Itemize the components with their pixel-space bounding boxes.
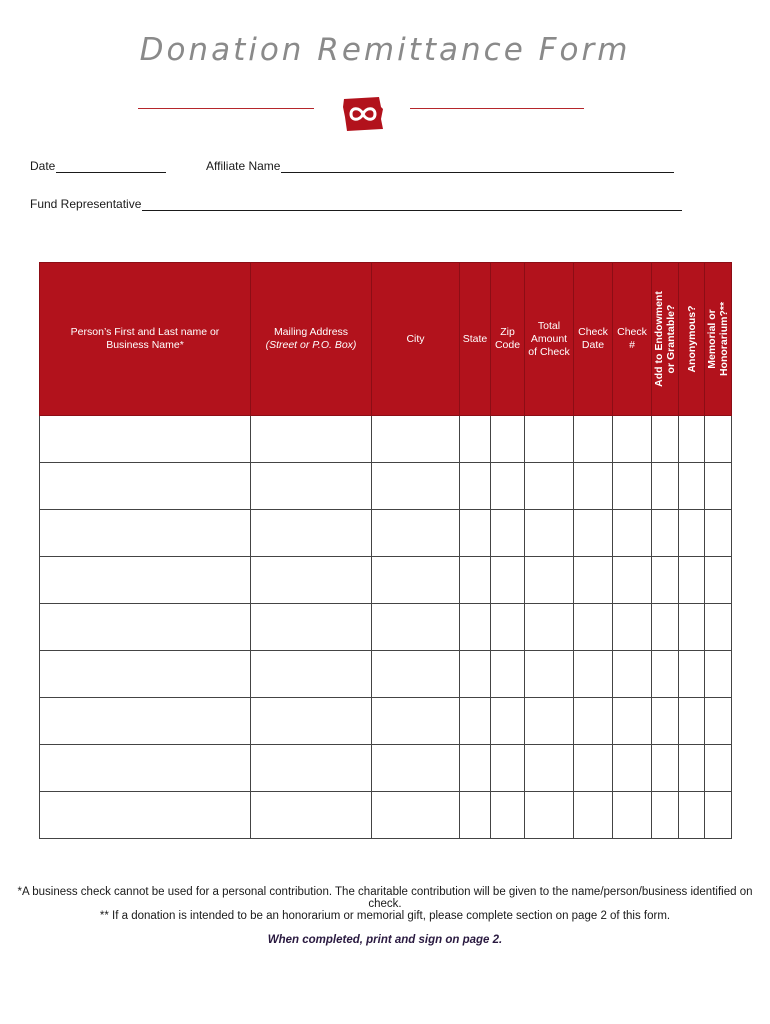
cell-name[interactable]	[40, 557, 251, 604]
cell-zip[interactable]	[491, 651, 525, 698]
cell-address[interactable]	[251, 651, 372, 698]
header-address-text: Mailing Address	[273, 326, 349, 338]
header-amount	[525, 263, 574, 416]
cell-anonymous[interactable]	[679, 604, 705, 651]
cell-amount[interactable]	[525, 604, 574, 651]
cell-anonymous[interactable]	[679, 698, 705, 745]
cell-address[interactable]	[251, 510, 372, 557]
cell-endowment[interactable]	[652, 651, 679, 698]
cell-zip[interactable]	[491, 416, 525, 463]
cell-memorial[interactable]	[705, 510, 732, 557]
cell-name[interactable]	[40, 745, 251, 792]
cell-memorial[interactable]	[705, 604, 732, 651]
table-row	[40, 792, 732, 839]
cell-state[interactable]	[460, 792, 491, 839]
cell-anonymous[interactable]	[679, 745, 705, 792]
cell-endowment[interactable]	[652, 463, 679, 510]
cell-state[interactable]	[460, 698, 491, 745]
fund-representative-field[interactable]	[30, 197, 682, 211]
header-memorial-text: Honorarium?**	[718, 301, 730, 377]
cell-city[interactable]	[372, 698, 460, 745]
fund-representative-blank[interactable]	[142, 198, 682, 211]
cell-endowment[interactable]	[652, 745, 679, 792]
table-row	[40, 463, 732, 510]
cell-memorial[interactable]	[705, 698, 732, 745]
page-title: Donation Remittance Form	[139, 32, 631, 68]
header-check_date	[574, 263, 613, 416]
cell-memorial[interactable]	[705, 651, 732, 698]
header-memorial	[705, 263, 732, 416]
cell-name[interactable]	[40, 792, 251, 839]
table-body	[40, 416, 732, 839]
header-check_no	[613, 263, 652, 416]
cell-check_no[interactable]	[613, 651, 652, 698]
header-check_no-text: Check	[617, 326, 647, 338]
header-amount-text: Amount	[530, 332, 568, 345]
header-zip-text: Code	[494, 339, 521, 351]
cell-amount[interactable]	[525, 510, 574, 557]
header-memorial-text: Memorial or	[706, 309, 718, 369]
cell-check_no[interactable]	[613, 604, 652, 651]
header-address-subtext: (Street or P.O. Box)	[265, 339, 357, 351]
cell-anonymous[interactable]	[679, 463, 705, 510]
table-row	[40, 510, 732, 557]
title-rule-left	[138, 108, 314, 109]
cell-zip[interactable]	[491, 557, 525, 604]
header-amount-text: Total	[537, 319, 561, 332]
date-label: Date	[30, 159, 56, 173]
header-amount-text: of Check	[528, 345, 570, 358]
cell-state[interactable]	[460, 463, 491, 510]
header-zip-text: Zip	[500, 326, 515, 338]
cell-check_date[interactable]	[574, 416, 613, 463]
header-check_date-text: Check	[578, 326, 608, 338]
cell-city[interactable]	[372, 604, 460, 651]
header-address	[251, 263, 372, 416]
date-field[interactable]	[30, 159, 166, 173]
cell-anonymous[interactable]	[679, 416, 705, 463]
cell-check_date[interactable]	[574, 510, 613, 557]
cell-name[interactable]	[40, 416, 251, 463]
table-row	[40, 604, 732, 651]
cell-address[interactable]	[251, 416, 372, 463]
cell-memorial[interactable]	[705, 745, 732, 792]
cell-endowment[interactable]	[652, 698, 679, 745]
cell-amount[interactable]	[525, 792, 574, 839]
header-state	[460, 263, 491, 416]
header-endowment-text: or Grantable?	[665, 304, 677, 374]
cell-memorial[interactable]	[705, 792, 732, 839]
cell-state[interactable]	[460, 557, 491, 604]
business-check-note: *A business check cannot be used for a personal contribution. The charitable contribution will be given to the name/person/business identified on check.	[17, 886, 753, 910]
header-state-text: State	[462, 332, 488, 345]
cell-address[interactable]	[251, 792, 372, 839]
cell-check_date[interactable]	[574, 463, 613, 510]
cell-memorial[interactable]	[705, 557, 732, 604]
cell-anonymous[interactable]	[679, 651, 705, 698]
cell-anonymous[interactable]	[679, 510, 705, 557]
cell-memorial[interactable]	[705, 416, 732, 463]
cell-check_date[interactable]	[574, 604, 613, 651]
infinity-state-icon	[341, 95, 385, 133]
cell-name[interactable]	[40, 604, 251, 651]
cell-check_no[interactable]	[613, 698, 652, 745]
cell-anonymous[interactable]	[679, 557, 705, 604]
cell-state[interactable]	[460, 604, 491, 651]
cell-check_date[interactable]	[574, 651, 613, 698]
cell-address[interactable]	[251, 604, 372, 651]
cell-city[interactable]	[372, 557, 460, 604]
cell-name[interactable]	[40, 510, 251, 557]
cell-state[interactable]	[460, 510, 491, 557]
cell-address[interactable]	[251, 557, 372, 604]
cell-zip[interactable]	[491, 698, 525, 745]
cell-anonymous[interactable]	[679, 792, 705, 839]
cell-check_no[interactable]	[613, 557, 652, 604]
cell-name[interactable]	[40, 463, 251, 510]
cell-endowment[interactable]	[652, 510, 679, 557]
print-sign-note: When completed, print and sign on page 2.	[267, 934, 503, 946]
cell-endowment[interactable]	[652, 416, 679, 463]
cell-state[interactable]	[460, 745, 491, 792]
fund-representative-label: Fund Representative	[30, 197, 142, 211]
cell-zip[interactable]	[491, 463, 525, 510]
cell-check_no[interactable]	[613, 416, 652, 463]
header-name-text: Business Name*	[106, 339, 184, 351]
cell-amount[interactable]	[525, 651, 574, 698]
cell-zip[interactable]	[491, 604, 525, 651]
cell-city[interactable]	[372, 463, 460, 510]
cell-address[interactable]	[251, 745, 372, 792]
cell-address[interactable]	[251, 463, 372, 510]
honorarium-note: ** If a donation is intended to be an honorarium or memorial gift, please complete section on page 2 of this form.	[99, 910, 671, 922]
cell-address[interactable]	[251, 698, 372, 745]
cell-memorial[interactable]	[705, 463, 732, 510]
table-row	[40, 651, 732, 698]
affiliate-name-blank[interactable]	[281, 160, 674, 173]
cell-zip[interactable]	[491, 510, 525, 557]
cell-endowment[interactable]	[652, 557, 679, 604]
header-zip	[491, 263, 525, 416]
affiliate-name-field[interactable]	[206, 159, 674, 173]
cell-amount[interactable]	[525, 745, 574, 792]
header-anonymous-text: Anonymous?	[685, 305, 698, 373]
cell-check_no[interactable]	[613, 510, 652, 557]
table-row	[40, 416, 732, 463]
header-city	[372, 263, 460, 416]
cell-check_date[interactable]	[574, 792, 613, 839]
cell-amount[interactable]	[525, 698, 574, 745]
header-city-text: City	[406, 332, 425, 345]
donation-table	[39, 262, 732, 839]
header-check_date-text: Date	[581, 339, 605, 351]
affiliate-name-label: Affiliate Name	[206, 159, 281, 173]
cell-amount[interactable]	[525, 463, 574, 510]
header-anonymous	[679, 263, 705, 416]
cell-zip[interactable]	[491, 745, 525, 792]
date-blank[interactable]	[56, 160, 166, 173]
cell-state[interactable]	[460, 651, 491, 698]
cell-city[interactable]	[372, 510, 460, 557]
cell-check_date[interactable]	[574, 557, 613, 604]
cell-name[interactable]	[40, 651, 251, 698]
cell-endowment[interactable]	[652, 604, 679, 651]
cell-check_date[interactable]	[574, 745, 613, 792]
cell-amount[interactable]	[525, 416, 574, 463]
header-check_no-text: #	[629, 339, 635, 351]
cell-endowment[interactable]	[652, 792, 679, 839]
header-endowment-text: Add to Endowment	[653, 291, 665, 387]
header-name	[40, 263, 251, 416]
header-name-text: Person’s First and Last name or	[70, 326, 220, 338]
cell-city[interactable]	[372, 416, 460, 463]
cell-name[interactable]	[40, 698, 251, 745]
cell-city[interactable]	[372, 745, 460, 792]
table-row	[40, 745, 732, 792]
cell-amount[interactable]	[525, 557, 574, 604]
table-header-row	[40, 263, 732, 416]
cell-check_no[interactable]	[613, 745, 652, 792]
cell-check_date[interactable]	[574, 698, 613, 745]
title-rule-right	[410, 108, 584, 109]
cell-check_no[interactable]	[613, 792, 652, 839]
table-row	[40, 698, 732, 745]
cell-zip[interactable]	[491, 792, 525, 839]
header-endowment	[652, 263, 679, 416]
cell-city[interactable]	[372, 792, 460, 839]
table-row	[40, 557, 732, 604]
cell-state[interactable]	[460, 416, 491, 463]
cell-city[interactable]	[372, 651, 460, 698]
cell-check_no[interactable]	[613, 463, 652, 510]
